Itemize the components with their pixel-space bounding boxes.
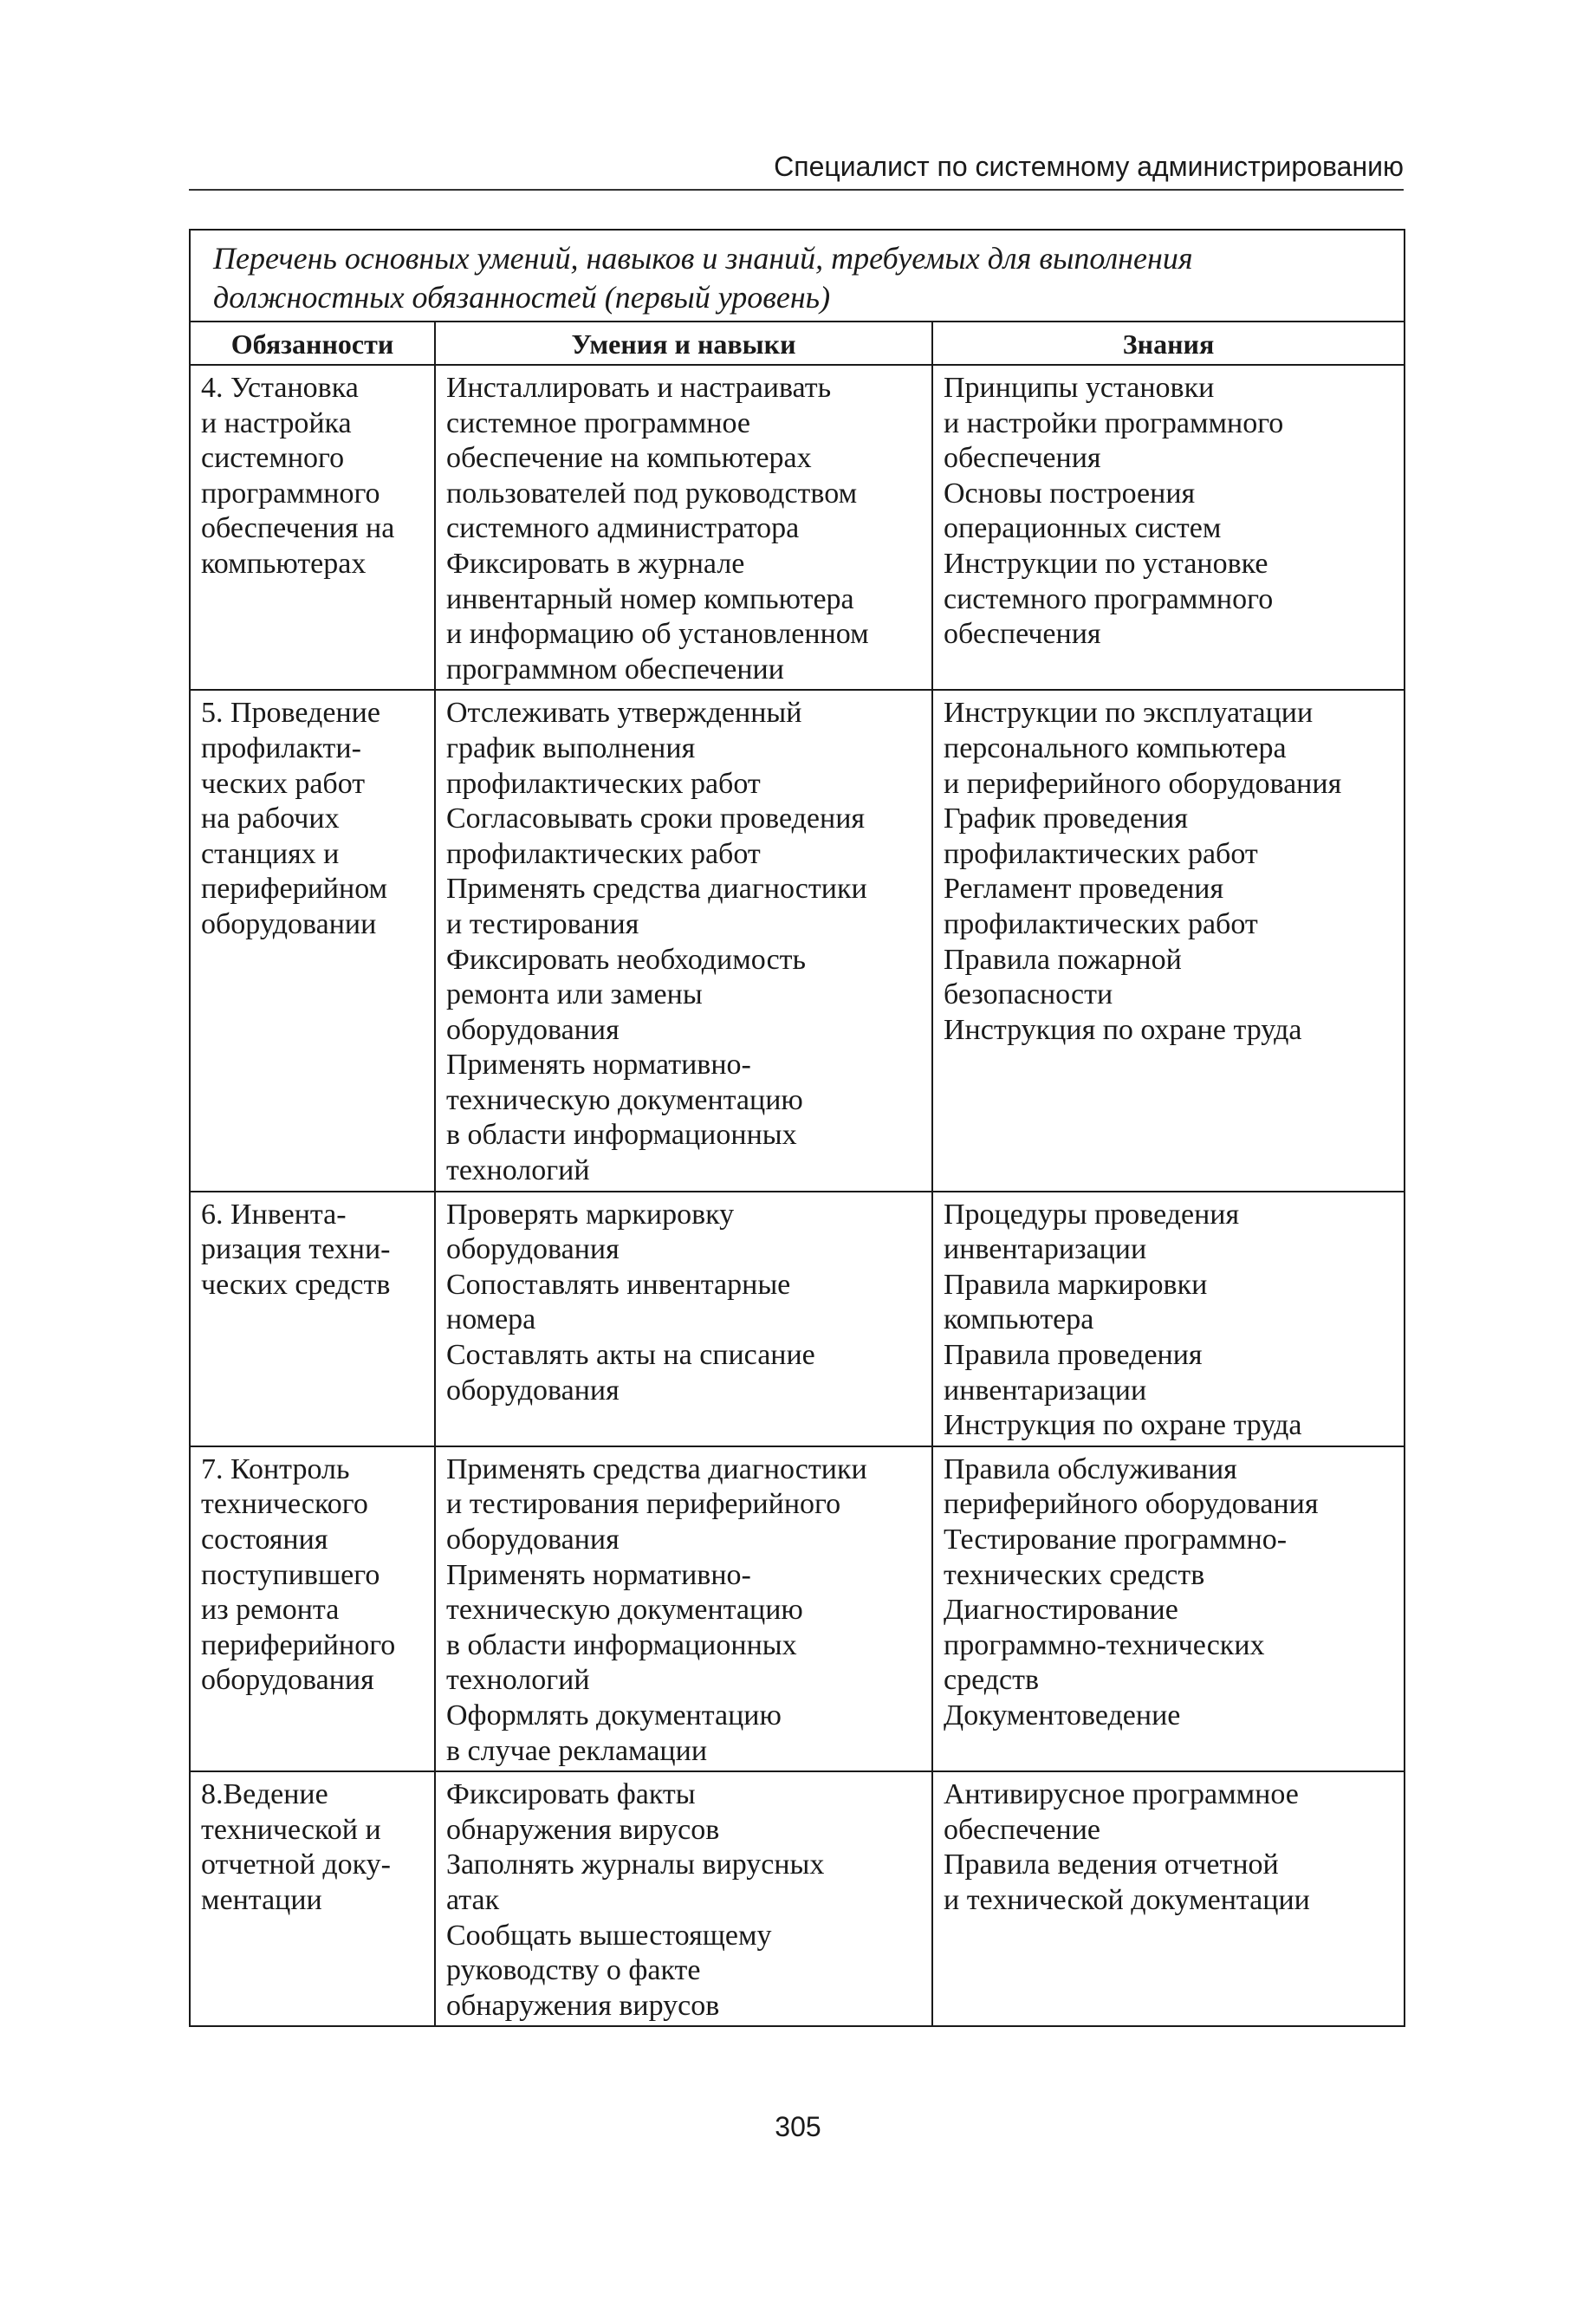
duty-line: профилакти-: [201, 731, 361, 764]
knowledge-line: Правила ведения отчетной: [944, 1848, 1279, 1881]
knowledge-line: операционных систем: [944, 512, 1222, 545]
knowledge-line: обеспечения: [944, 442, 1101, 475]
knowledge-line: профилактических работ: [944, 907, 1258, 940]
skill-line: инвентарный номер компьютера: [446, 582, 854, 615]
duty-line: ческих работ: [201, 767, 366, 800]
knowledge-cell: [932, 690, 1405, 1191]
skill-line: Заполнять журналы вирусных: [446, 1848, 825, 1881]
knowledge-line: Основы построения: [944, 477, 1196, 510]
knowledge-cell: [932, 1446, 1405, 1771]
knowledge-line: средств: [944, 1664, 1040, 1697]
skill-line: в области информационных: [446, 1119, 797, 1152]
knowledge-line: Инструкции по эксплуатации: [944, 697, 1314, 730]
header-rule: [189, 189, 1404, 191]
skill-line: технологий: [446, 1154, 590, 1187]
knowledge-cell: [932, 1192, 1405, 1446]
skill-line: Фиксировать факты: [446, 1778, 696, 1811]
skill-line: руководству о факте: [446, 1954, 701, 1987]
caption-line: должностных обязанностей (первый уровень): [213, 280, 831, 315]
duty-line: технического: [201, 1488, 368, 1521]
duty-line: поступившего: [201, 1558, 380, 1591]
skill-line: Составлять акты на списание: [446, 1339, 815, 1372]
duty-line: из ремонта: [201, 1594, 340, 1627]
duty-line: технической и: [201, 1813, 381, 1846]
skill-line: Применять нормативно-: [446, 1049, 751, 1082]
table-row: [190, 365, 1405, 690]
knowledge-line: График проведения: [944, 802, 1188, 835]
skill-line: Применять нормативно-: [446, 1558, 751, 1591]
skill-line: и тестирования периферийного: [446, 1488, 841, 1521]
duty-line: 8.Ведение: [201, 1778, 328, 1811]
knowledge-line: программно-технических: [944, 1628, 1265, 1661]
table-row: [190, 1446, 1405, 1771]
skill-line: в случае рекламации: [446, 1734, 708, 1767]
skill-line: оборудования: [446, 1374, 620, 1407]
duty-line: ризация техни-: [201, 1233, 391, 1266]
skill-line: системное программное: [446, 406, 751, 439]
duty-line: 4. Установка: [201, 372, 359, 404]
knowledge-line: профилактических работ: [944, 837, 1258, 870]
skills-table: [189, 229, 1405, 2027]
running-header: Специалист по системному администрированию: [774, 151, 1404, 182]
duty-line: 6. Инвента-: [201, 1198, 347, 1231]
skill-line: график выполнения: [446, 731, 696, 764]
duty-cell: [190, 1771, 435, 2026]
knowledge-line: Процедуры проведения: [944, 1198, 1240, 1231]
knowledge-cell: [932, 365, 1405, 690]
skill-line: и тестирования: [446, 907, 639, 940]
skill-line: и информацию об установленном: [446, 618, 869, 651]
duty-line: обеспечения на: [201, 512, 395, 545]
skill-line: в области информационных: [446, 1628, 797, 1661]
table-body: [190, 365, 1405, 2026]
skill-line: Согласовывать сроки проведения: [446, 802, 866, 835]
duty-cell: [190, 1446, 435, 1771]
knowledge-line: обеспечения: [944, 618, 1101, 651]
caption-row: [190, 230, 1405, 322]
skill-line: техническую документацию: [446, 1594, 803, 1627]
duty-line: ческих средств: [201, 1268, 391, 1301]
knowledge-line: инвентаризации: [944, 1233, 1147, 1266]
skills-cell: [435, 1771, 932, 2026]
table-row: [190, 1771, 1405, 2026]
knowledge-line: Инструкции по установке: [944, 547, 1268, 580]
skill-line: программном обеспечении: [446, 653, 784, 685]
skills-cell: [435, 365, 932, 690]
knowledge-line: Инструкция по охране труда: [944, 1013, 1302, 1046]
knowledge-line: Антивирусное программное: [944, 1778, 1299, 1811]
header-knowledge: Знания: [932, 322, 1405, 365]
knowledge-line: Принципы установки: [944, 372, 1215, 404]
knowledge-line: системного программного: [944, 582, 1274, 615]
table-row: [190, 690, 1405, 1191]
knowledge-line: персонального компьютера: [944, 731, 1287, 764]
skill-line: оборудования: [446, 1524, 620, 1556]
skill-line: техническую документацию: [446, 1083, 803, 1116]
skill-line: Оформлять документацию: [446, 1699, 782, 1731]
skill-line: оборудования: [446, 1233, 620, 1266]
table-caption: [190, 230, 1405, 322]
knowledge-line: Регламент проведения: [944, 873, 1224, 906]
knowledge-line: периферийного оборудования: [944, 1488, 1319, 1521]
duty-line: состояния: [201, 1524, 328, 1556]
duty-line: программного: [201, 477, 380, 510]
skill-line: обнаружения вирусов: [446, 1813, 720, 1846]
skill-line: Сообщать вышестоящему: [446, 1919, 772, 1952]
knowledge-line: Тестирование программно-: [944, 1524, 1288, 1556]
duty-line: компьютерах: [201, 547, 367, 580]
page-number: 305: [775, 2111, 821, 2142]
knowledge-line: обеспечение: [944, 1813, 1100, 1846]
duty-cell: [190, 1192, 435, 1446]
skill-line: ремонта или замены: [446, 978, 703, 1011]
duty-line: 5. Проведение: [201, 697, 380, 730]
skill-line: Применять средства диагностики: [446, 873, 867, 906]
skill-line: профилактических работ: [446, 837, 761, 870]
duty-cell: [190, 690, 435, 1191]
knowledge-line: Правила проведения: [944, 1339, 1203, 1372]
skill-line: атак: [446, 1883, 500, 1916]
duty-line: и настройка: [201, 406, 352, 439]
duty-line: оборудования: [201, 1664, 374, 1697]
knowledge-line: безопасности: [944, 978, 1113, 1011]
header-skills: Умения и навыки: [435, 322, 932, 365]
knowledge-line: и настройки программного: [944, 406, 1284, 439]
knowledge-line: инвентаризации: [944, 1374, 1147, 1407]
knowledge-line: технических средств: [944, 1558, 1205, 1591]
caption-line: Перечень основных умений, навыков и знаний, требуемых для выполнения: [213, 241, 1193, 276]
knowledge-line: Диагностирование: [944, 1594, 1178, 1627]
skill-line: Проверять маркировку: [446, 1198, 735, 1231]
skills-cell: [435, 1446, 932, 1771]
knowledge-line: и технической документации: [944, 1883, 1310, 1916]
knowledge-line: Правила пожарной: [944, 943, 1182, 976]
skills-cell: [435, 1192, 932, 1446]
duty-line: на рабочих: [201, 802, 340, 835]
skill-line: Сопоставлять инвентарные: [446, 1268, 791, 1301]
skill-line: профилактических работ: [446, 767, 761, 800]
knowledge-line: Инструкция по охране труда: [944, 1409, 1302, 1442]
duty-line: 7. Контроль: [201, 1452, 350, 1485]
skill-line: технологий: [446, 1664, 590, 1697]
knowledge-line: Правила маркировки: [944, 1268, 1208, 1301]
table-row: [190, 1192, 1405, 1446]
skill-line: обнаружения вирусов: [446, 1989, 720, 2022]
skill-line: оборудования: [446, 1013, 620, 1046]
knowledge-line: Документоведение: [944, 1699, 1181, 1731]
knowledge-cell: [932, 1771, 1405, 2026]
knowledge-line: компьютера: [944, 1303, 1094, 1336]
skill-line: системного администратора: [446, 512, 800, 545]
skill-line: пользователей под руководством: [446, 477, 858, 510]
duty-line: ментации: [201, 1883, 322, 1916]
skill-line: Отслеживать утвержденный: [446, 697, 802, 730]
duty-line: станциях и: [201, 837, 340, 870]
knowledge-line: Правила обслуживания: [944, 1452, 1237, 1485]
header-duties: Обязанности: [190, 322, 435, 365]
duty-cell: [190, 365, 435, 690]
knowledge-line: и периферийного оборудования: [944, 767, 1342, 800]
skill-line: Инсталлировать и настраивать: [446, 372, 832, 404]
duty-line: периферийном: [201, 873, 388, 906]
header-row: [190, 322, 1405, 365]
skill-line: Фиксировать необходимость: [446, 943, 807, 976]
skill-line: Применять средства диагностики: [446, 1452, 867, 1485]
duty-line: оборудовании: [201, 907, 377, 940]
skill-line: обеспечение на компьютерах: [446, 442, 812, 475]
skill-line: номера: [446, 1303, 536, 1336]
duty-line: системного: [201, 442, 345, 475]
duty-line: отчетной доку-: [201, 1848, 392, 1881]
skills-cell: [435, 690, 932, 1191]
duty-line: периферийного: [201, 1628, 396, 1661]
skill-line: Фиксировать в журнале: [446, 547, 745, 580]
